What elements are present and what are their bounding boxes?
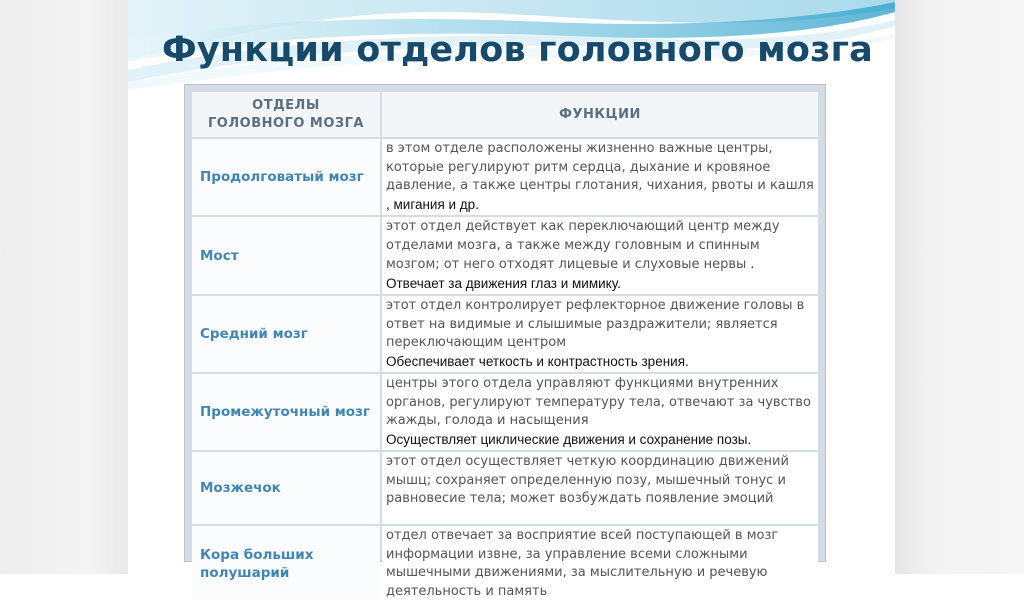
section-name-line2: полушарий	[200, 564, 290, 581]
section-function	[382, 374, 818, 450]
table-row	[192, 296, 818, 372]
function-addition: Осуществляет циклические движения и сохранение позы.	[386, 431, 752, 447]
page-title: Функции отделов головного мозга	[162, 30, 873, 70]
section-name-line: Промежуточный мозг	[200, 404, 370, 420]
function-text: центры этого отдела управляют функциями внутренних органов, регулируют температуру тела, отвечают за чувство жажды, голода и насыщения	[386, 376, 811, 428]
section-function	[382, 296, 818, 372]
section-name	[192, 296, 380, 372]
table-row	[192, 139, 818, 215]
header-functions: ФУНКЦИИ	[382, 92, 818, 137]
section-name	[192, 217, 380, 294]
table-row	[192, 374, 818, 450]
function-text: этот отдел действует как переключающий центр между отделами мозга, а также между головным и спинным мозгом; от него отходят лицевые и слуховые нервы	[386, 219, 780, 272]
function-text: этот отдел контролирует рефлекторное движение головы в ответ на видимые и слышимые раздражители; является переключающим центром	[386, 298, 805, 350]
function-text: в этом отделе расположены жизненно важные центры, которые регулируют ритм сердца, дыхание и кровяное давление, а также центры глотания, чихания, рвоты и кашля	[386, 141, 814, 193]
section-function	[382, 452, 818, 524]
table-row	[192, 526, 818, 601]
section-name-line: Средний мозг	[200, 326, 308, 342]
header-sections	[192, 92, 380, 137]
function-addition: , мигания и др.	[386, 196, 479, 212]
section-name-line: Мозжечок	[200, 480, 281, 496]
section-function	[382, 217, 818, 294]
right-letterbox-bar	[895, 0, 1024, 574]
brain-functions-table-frame	[184, 84, 826, 599]
table-header-row	[192, 92, 818, 137]
section-name-line: Кора больших	[200, 546, 314, 563]
header-sections-line1: ОТДЕЛЫ	[252, 97, 320, 113]
section-name-line: Продолговатый мозг	[200, 169, 364, 185]
function-addition: Обеспечивает четкость и контрастность зрения.	[386, 353, 689, 369]
table-row	[192, 452, 818, 524]
function-addition: . Отвечает за движения глаз и мимику.	[386, 256, 755, 291]
section-name	[192, 526, 380, 601]
section-name-line: Мост	[200, 247, 239, 264]
section-function	[382, 526, 818, 601]
brain-functions-table	[190, 90, 820, 603]
section-name	[192, 374, 380, 450]
header-sections-line2: ГОЛОВНОГО МОЗГА	[208, 115, 364, 131]
function-text: отдел отвечает за восприятие всей поступающей в мозг информации извне, за управление всеми сложными мышечными движениями, за мыслительную и речевую деятельность и память	[386, 528, 779, 599]
section-name	[192, 452, 380, 524]
slide	[128, 0, 895, 599]
function-text: этот отдел осуществляет четкую координацию движений мышц; сохраняет определенную позу, мышечный тонус и равновесие тела; может возбуждать появление эмоций	[386, 454, 789, 506]
table-row	[192, 217, 818, 294]
section-name	[192, 139, 380, 215]
left-letterbox-bar	[0, 0, 128, 574]
section-function	[382, 139, 818, 215]
